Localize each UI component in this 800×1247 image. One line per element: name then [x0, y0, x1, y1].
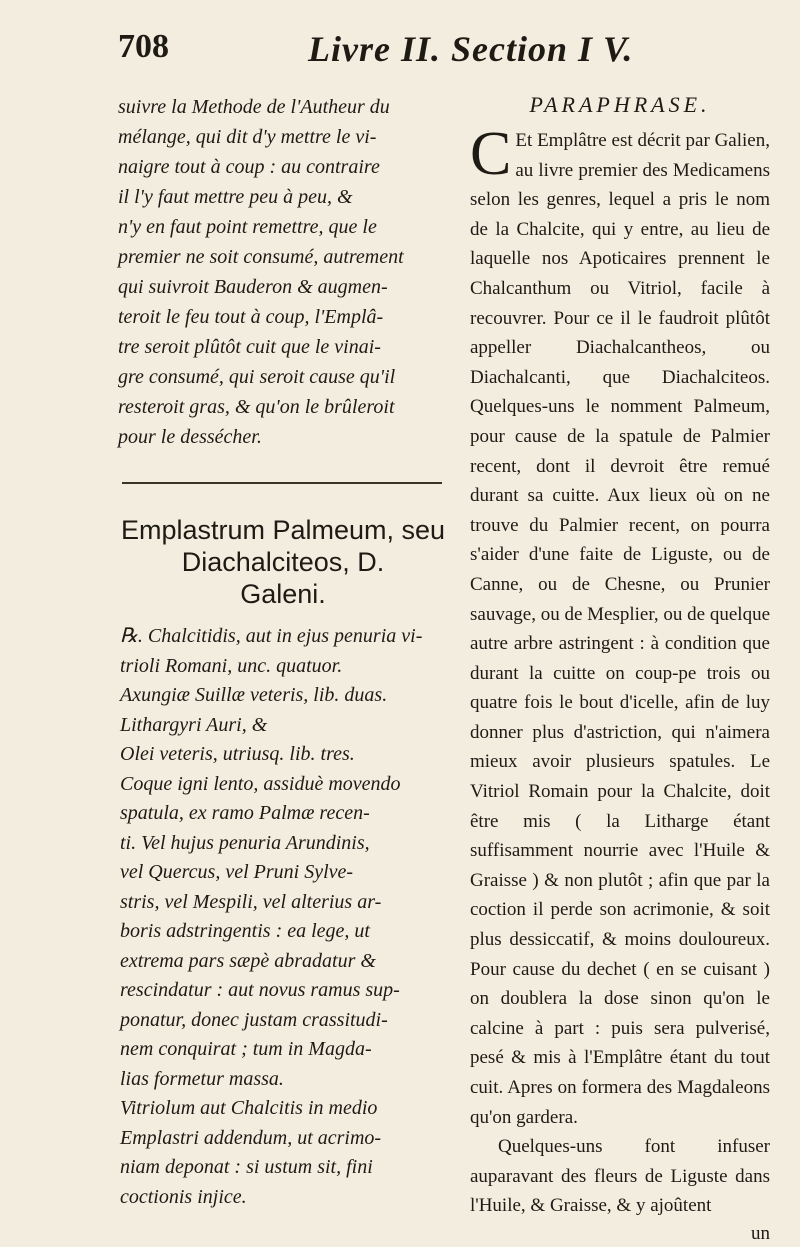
left-column: [118, 92, 448, 1212]
recipe-line: stris, vel Mespili, vel alterius ar-: [120, 890, 382, 913]
text-line: n'y en faut point remettre, que le: [118, 216, 377, 238]
text-line: il l'y faut mettre peu à peu, &: [118, 186, 353, 208]
running-title: Livre II. Section I V.: [308, 29, 634, 69]
text-line: naigre tout à coup : au contraire: [118, 156, 380, 178]
paraphrase-heading: PARAPHRASE.: [529, 92, 711, 117]
paraphrase-paragraph-2: Quelques-uns font infuser auparavant des fleurs de Liguste dans l'Huile, & Graisse, & y ajoûtent: [470, 1136, 770, 1217]
recipe-title-line: Galeni.: [240, 579, 326, 609]
recipe-line: lias formetur massa.: [120, 1067, 284, 1090]
continued-text: [118, 92, 448, 452]
recipe-line: Lithargyri Auri, &: [120, 713, 268, 736]
text-line: gre consumé, qui seroit cause qu'il: [118, 366, 396, 388]
recipe-line: Coque igni lento, assiduè movendo: [120, 772, 401, 795]
text-line: qui suivroit Bauderon & augmen-: [118, 276, 388, 298]
recipe-line: Olei veteris, utriusq. lib. tres.: [120, 743, 355, 765]
recipe-line: ti. Vel hujus penuria Arundinis,: [120, 831, 370, 854]
recipe-line: nem conquirat ; tum in Magda-: [120, 1038, 372, 1060]
section-divider: [122, 482, 442, 484]
catchword: un: [751, 1222, 770, 1244]
text-line: tre seroit plûtôt cuit que le vinai-: [118, 336, 381, 358]
text-line: mélange, qui dit d'y mettre le vi-: [118, 126, 377, 148]
text-line: premier ne soit consumé, autrement: [118, 246, 404, 268]
recipe-line: coctionis injice.: [120, 1185, 247, 1208]
text-line: resteroit gras, & qu'on le brûleroit: [118, 396, 395, 418]
recipe-line: niam deponat : si ustum sit, fini: [120, 1156, 373, 1178]
recipe-line: Emplastri addendum, ut acrimo-: [120, 1126, 382, 1149]
recipe-line: rescindatur : aut novus ramus sup-: [120, 979, 400, 1001]
page-number: 708: [118, 28, 169, 65]
right-column: [470, 92, 770, 1247]
page-header: [118, 28, 758, 78]
recipe-line: boris adstringentis : ea lege, ut: [120, 920, 370, 942]
paragraph-text: Et Emplâtre est décrit par Galien, au livre premier des Medicamens selon les genres, lequel a pris le nom de la Chalcite, qui y entre, au lieu de laquelle nos Apoticaires prennent le Chalcanthum ou Vitriol, facile à recouvrer. Pour ce il le faudroit plûtôt appeller Diachalcantheos, ou Diachalcanti, que Diachalciteos. Quelques-uns le nomment Palmeum, pour cause de la spatule de Palmier recent, dont il devroit être remué durant sa cuitte. Aux lieux où on ne trouve du Palmier recent, on pourra s'aider d'une faite de Liguste, ou de Canne, ou de Chesne, ou Prunier sauvage, ou de Mesplier, ou de quelque autre arbre astringent : à condition que durant la cuitte on coup-pe trois ou quatre fois le bout d'icelle, afin de luy donner plus d'astriction, qui n'aimera mieux avoir plusieurs spatules. Le Vitriol Romain pour la Chalcite, doit être mis ( la Litharge étant suffisamment nourrie avec l'Huile & Graisse ) & non plutôt ; afin que par la coction il perde son acrimonie, & soit plus dessiccatif, & moins douloureux. Pour cause du dechet ( en se cuisant ) on doublera la dose sinon qu'on le calcine à part : puis sera pulverisé, pesé & mis à l'Emplâtre étant du tout cuit. Apres on formera des Magdaleons qu'on gardera.: [470, 130, 770, 1128]
text-line: teroit le feu tout à coup, l'Emplâ-: [118, 306, 384, 328]
recipe-line: vel Quercus, vel Pruni Sylve-: [120, 861, 354, 883]
recipe-line: Vitriolum aut Chalcitis in medio: [120, 1097, 378, 1119]
recipe-line: ℞. Chalcitidis, aut in ejus penuria vi-: [120, 625, 423, 647]
recipe-line: extrema pars sæpè abradatur &: [120, 949, 376, 972]
drop-cap: C: [470, 120, 512, 188]
recipe-title-line: Diachalciteos, D.: [181, 547, 385, 577]
text-line: suivre la Methode de l'Autheur du: [118, 96, 390, 118]
text-line: pour le dessécher.: [118, 426, 262, 448]
recipe-text: [120, 622, 448, 1212]
recipe-line: Axungiæ Suillæ veteris, lib. duas.: [120, 684, 388, 706]
recipe-line: trioli Romani, unc. quatuor.: [120, 654, 343, 677]
recipe-line: spatula, ex ramo Palmæ recen-: [120, 802, 370, 824]
recipe-title: [118, 514, 448, 610]
recipe-title-line: Emplastrum Palmeum, seu: [120, 515, 446, 545]
recipe-line: ponatur, donec justam crassitudi-: [120, 1008, 388, 1031]
paraphrase-paragraph: [470, 120, 770, 1132]
